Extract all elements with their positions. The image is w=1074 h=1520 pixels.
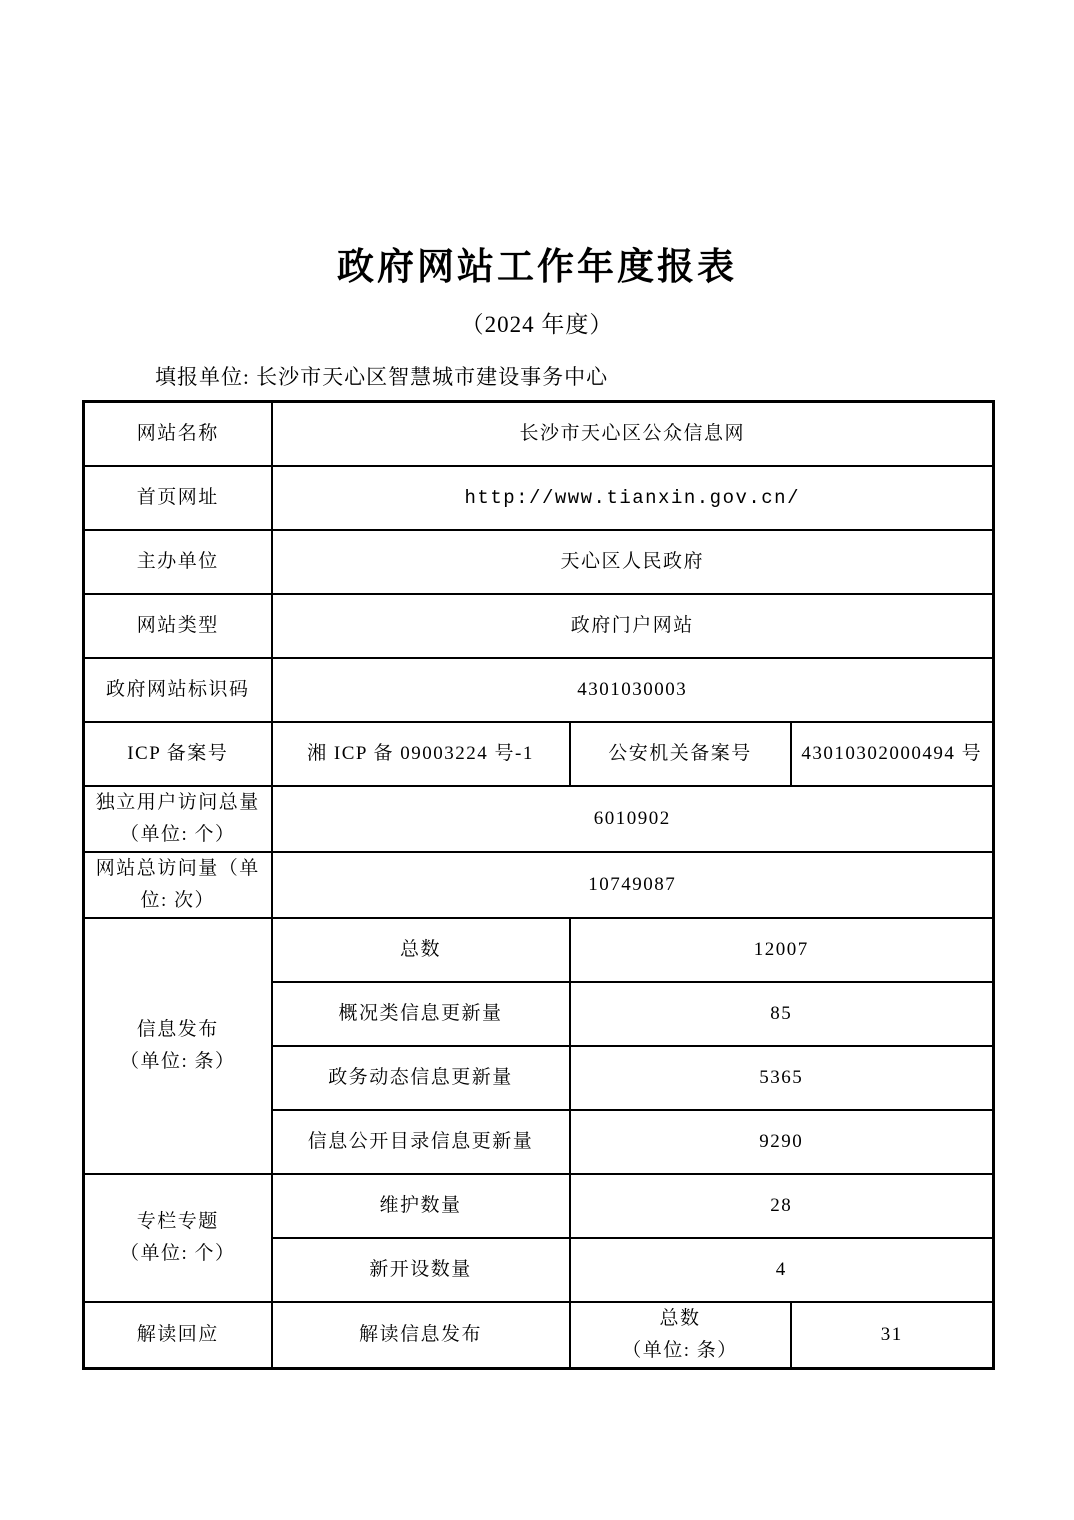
interpretation-total-label: 总数 xyxy=(659,1307,701,1329)
home-url-value: http://www.tianxin.gov.cn/ xyxy=(272,466,994,530)
info-publish-unit-text: （单位: 条） xyxy=(119,1050,236,1072)
special-columns-maintained-value: 28 xyxy=(570,1174,994,1238)
special-columns-label-text: 专栏专题 xyxy=(136,1210,219,1232)
site-name-label: 网站名称 xyxy=(84,402,272,466)
organizer-label: 主办单位 xyxy=(84,530,272,594)
table-row-special-columns-maintained xyxy=(84,1174,994,1238)
info-publish-total-label: 总数 xyxy=(272,918,570,982)
annual-report-table xyxy=(82,400,995,1370)
table-row-info-publish-total xyxy=(84,918,994,982)
table-row-site-type xyxy=(84,594,994,658)
police-record-label: 公安机关备案号 xyxy=(570,722,791,786)
info-publish-catalog-label: 信息公开目录信息更新量 xyxy=(272,1110,570,1174)
info-publish-catalog-value: 9290 xyxy=(570,1110,994,1174)
info-publish-dynamics-label: 政务动态信息更新量 xyxy=(272,1046,570,1110)
special-columns-new-label: 新开设数量 xyxy=(272,1238,570,1302)
table-row-unique-visitors xyxy=(84,786,994,852)
table-row-interpretation xyxy=(84,1302,994,1369)
unique-visitors-value: 6010902 xyxy=(272,786,994,852)
site-id-label: 政府网站标识码 xyxy=(84,658,272,722)
total-visits-label: 网站总访问量（单位: 次） xyxy=(84,852,272,918)
info-publish-overview-value: 85 xyxy=(570,982,994,1046)
table-row-organizer xyxy=(84,530,994,594)
table-row-site-name xyxy=(84,402,994,466)
info-publish-overview-label: 概况类信息更新量 xyxy=(272,982,570,1046)
police-record-value: 43010302000494 号 xyxy=(791,722,994,786)
interpretation-label: 解读回应 xyxy=(84,1302,272,1369)
total-visits-value: 10749087 xyxy=(272,852,994,918)
interpretation-value: 31 xyxy=(791,1302,994,1369)
page-subtitle: （2024 年度） xyxy=(460,312,614,337)
site-type-label: 网站类型 xyxy=(84,594,272,658)
table-row-total-visits xyxy=(84,852,994,918)
home-url-label: 首页网址 xyxy=(84,466,272,530)
info-publish-total-value: 12007 xyxy=(570,918,994,982)
icp-value: 湘 ICP 备 09003224 号-1 xyxy=(272,722,570,786)
special-columns-maintained-label: 维护数量 xyxy=(272,1174,570,1238)
special-columns-new-value: 4 xyxy=(570,1238,994,1302)
special-columns-label xyxy=(84,1174,272,1302)
page-title: 政府网站工作年度报表 xyxy=(337,247,737,288)
filing-unit-line: 填报单位: 长沙市天心区智慧城市建设事务中心 xyxy=(155,365,609,389)
table-row-site-id xyxy=(84,658,994,722)
site-type-value: 政府门户网站 xyxy=(272,594,994,658)
info-publish-label xyxy=(84,918,272,1174)
interpretation-total-cell xyxy=(570,1302,791,1369)
info-publish-dynamics-value: 5365 xyxy=(570,1046,994,1110)
info-publish-label-text: 信息发布 xyxy=(136,1018,219,1040)
table-row-home-url xyxy=(84,466,994,530)
table-row-icp xyxy=(84,722,994,786)
site-name-value: 长沙市天心区公众信息网 xyxy=(272,402,994,466)
organizer-value: 天心区人民政府 xyxy=(272,530,994,594)
interpretation-total-unit: （单位: 条） xyxy=(622,1339,738,1361)
unique-visitors-label: 独立用户访问总量（单位: 个） xyxy=(84,786,272,852)
interpretation-sub-label: 解读信息发布 xyxy=(272,1302,570,1369)
icp-label: ICP 备案号 xyxy=(84,722,272,786)
site-id-value: 4301030003 xyxy=(272,658,994,722)
special-columns-unit-text: （单位: 个） xyxy=(119,1242,236,1264)
